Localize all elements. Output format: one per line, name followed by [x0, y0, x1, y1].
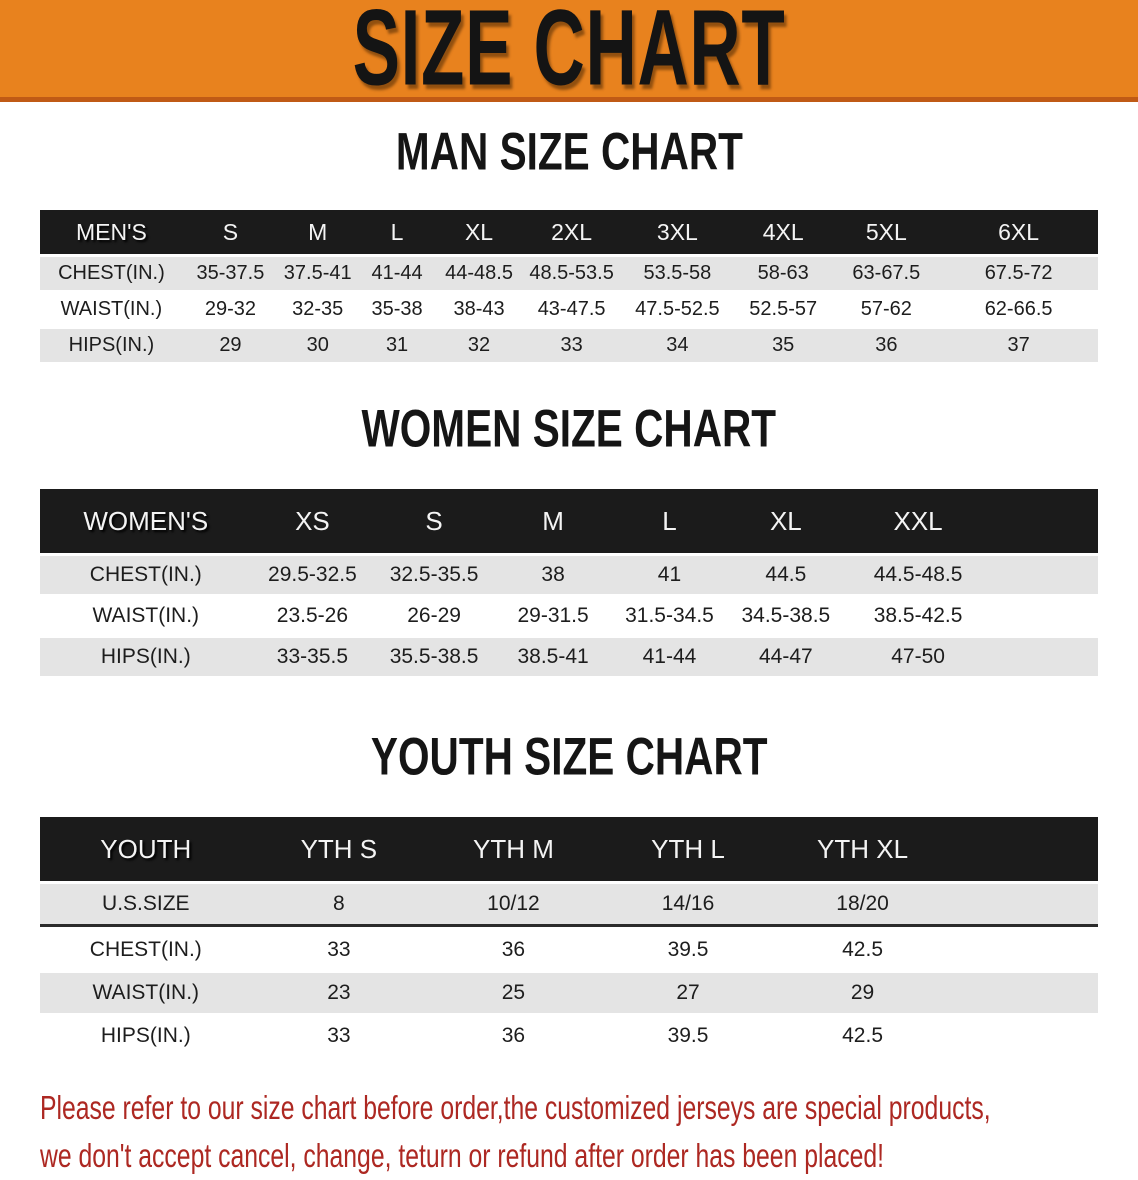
size-cell: 31 — [357, 329, 436, 362]
size-cell: 38.5-41 — [495, 638, 611, 676]
row-label: WAIST(IN.) — [40, 597, 252, 635]
size-cell: 29.5-32.5 — [252, 556, 374, 594]
size-cell: 44.5 — [728, 556, 844, 594]
size-cell: 35.5-38.5 — [373, 638, 495, 676]
size-cell: 43-47.5 — [521, 293, 622, 326]
youth-ussize-row — [40, 884, 1098, 927]
size-cell: 33 — [521, 329, 622, 362]
size-cell: 26-29 — [373, 597, 495, 635]
size-cell: 35-38 — [357, 293, 436, 326]
men-size-header: L — [357, 210, 436, 254]
men-header-row — [40, 210, 1098, 254]
size-cell: 62-66.5 — [939, 293, 1098, 326]
size-cell: 57-62 — [833, 293, 939, 326]
size-cell: 29 — [183, 329, 278, 362]
youth-corner-label: YOUTH — [40, 817, 252, 881]
row-label: CHEST(IN.) — [40, 930, 252, 970]
size-cell: 18/20 — [775, 884, 950, 927]
women-size-header: XS — [252, 489, 374, 553]
row-label: CHEST(IN.) — [40, 556, 252, 594]
size-cell: 10/12 — [426, 884, 601, 927]
women-chest-row — [40, 556, 1098, 594]
size-cell: 31.5-34.5 — [611, 597, 727, 635]
men-corner-label: MEN'S — [40, 210, 183, 254]
women-heading-text: WOMEN SIZE CHART — [361, 399, 777, 459]
women-hips-row — [40, 638, 1098, 676]
size-cell: 29 — [775, 973, 950, 1013]
size-cell: 47-50 — [844, 638, 992, 676]
youth-section-heading — [0, 727, 1138, 797]
women-waist-row — [40, 597, 1098, 635]
size-cell: 39.5 — [601, 930, 776, 970]
women-size-header: M — [495, 489, 611, 553]
men-size-header: 6XL — [939, 210, 1098, 254]
size-cell: 36 — [426, 930, 601, 970]
men-hips-row — [40, 329, 1098, 362]
youth-chest-row — [40, 930, 1098, 970]
row-label: HIPS(IN.) — [40, 1016, 252, 1056]
men-size-header: 5XL — [833, 210, 939, 254]
row-label: CHEST(IN.) — [40, 257, 183, 290]
size-cell: 33 — [252, 1016, 427, 1056]
size-cell: 32 — [437, 329, 522, 362]
size-cell: 23 — [252, 973, 427, 1013]
men-size-header: S — [183, 210, 278, 254]
size-cell: 35 — [733, 329, 834, 362]
size-cell: 25 — [426, 973, 601, 1013]
size-cell: 36 — [426, 1016, 601, 1056]
men-chest-row — [40, 257, 1098, 290]
men-heading-text: MAN SIZE CHART — [395, 122, 743, 182]
youth-header-row — [40, 817, 1098, 881]
women-size-header: S — [373, 489, 495, 553]
youth-size-header: YTH XL — [775, 817, 950, 881]
women-section-heading — [0, 399, 1138, 469]
row-label: HIPS(IN.) — [40, 638, 252, 676]
men-size-table — [40, 207, 1098, 365]
filler-cell — [992, 638, 1098, 676]
size-cell: 38 — [495, 556, 611, 594]
youth-section — [0, 727, 1138, 1059]
size-cell: 35-37.5 — [183, 257, 278, 290]
size-cell: 37 — [939, 329, 1098, 362]
filler-cell — [950, 973, 1098, 1013]
youth-size-table — [40, 814, 1098, 1059]
size-cell: 38-43 — [437, 293, 522, 326]
size-cell: 44-48.5 — [437, 257, 522, 290]
youth-size-header: YTH S — [252, 817, 427, 881]
size-cell: 37.5-41 — [278, 257, 357, 290]
size-cell: 8 — [252, 884, 427, 927]
size-cell: 58-63 — [733, 257, 834, 290]
size-cell: 42.5 — [775, 930, 950, 970]
row-label: U.S.SIZE — [40, 884, 252, 927]
filler-cell — [950, 930, 1098, 970]
size-cell: 34 — [622, 329, 733, 362]
size-cell: 36 — [833, 329, 939, 362]
header-filler — [950, 817, 1098, 881]
youth-size-header: YTH L — [601, 817, 776, 881]
men-size-header: 3XL — [622, 210, 733, 254]
women-size-table — [40, 486, 1098, 679]
size-cell: 41 — [611, 556, 727, 594]
filler-cell — [950, 1016, 1098, 1056]
women-section — [0, 399, 1138, 679]
size-cell: 53.5-58 — [622, 257, 733, 290]
filler-cell — [992, 556, 1098, 594]
size-cell: 27 — [601, 973, 776, 1013]
youth-hips-row — [40, 1016, 1098, 1056]
women-corner-label: WOMEN'S — [40, 489, 252, 553]
size-cell: 44.5-48.5 — [844, 556, 992, 594]
size-cell: 38.5-42.5 — [844, 597, 992, 635]
size-cell: 48.5-53.5 — [521, 257, 622, 290]
size-cell: 32.5-35.5 — [373, 556, 495, 594]
men-size-header: XL — [437, 210, 522, 254]
size-cell: 52.5-57 — [733, 293, 834, 326]
row-label: WAIST(IN.) — [40, 293, 183, 326]
men-waist-row — [40, 293, 1098, 326]
women-size-header: XXL — [844, 489, 992, 553]
size-cell: 39.5 — [601, 1016, 776, 1056]
men-section-heading — [0, 122, 1138, 192]
banner-title: SIZE CHART — [352, 0, 786, 109]
size-cell: 29-31.5 — [495, 597, 611, 635]
size-cell: 63-67.5 — [833, 257, 939, 290]
youth-heading-text: YOUTH SIZE CHART — [370, 727, 768, 787]
size-cell: 41-44 — [357, 257, 436, 290]
disclaimer-line-1: Please refer to our size chart before order,the customized jerseys are special products, — [40, 1089, 991, 1126]
youth-waist-row — [40, 973, 1098, 1013]
size-cell: 32-35 — [278, 293, 357, 326]
filler-cell — [950, 884, 1098, 927]
size-cell: 29-32 — [183, 293, 278, 326]
size-cell: 42.5 — [775, 1016, 950, 1056]
size-cell: 33 — [252, 930, 427, 970]
men-size-header: 2XL — [521, 210, 622, 254]
size-cell: 47.5-52.5 — [622, 293, 733, 326]
size-chart-banner — [0, 0, 1138, 109]
men-size-header: 4XL — [733, 210, 834, 254]
filler-cell — [992, 597, 1098, 635]
size-cell: 44-47 — [728, 638, 844, 676]
women-size-header: L — [611, 489, 727, 553]
disclaimer-line-2: we don't accept cancel, change, teturn or refund after order has been placed! — [40, 1137, 885, 1174]
women-header-row — [40, 489, 1098, 553]
size-cell: 41-44 — [611, 638, 727, 676]
women-size-header: XL — [728, 489, 844, 553]
size-cell: 14/16 — [601, 884, 776, 927]
size-cell: 33-35.5 — [252, 638, 374, 676]
men-section — [0, 122, 1138, 365]
youth-size-header: YTH M — [426, 817, 601, 881]
size-cell: 23.5-26 — [252, 597, 374, 635]
size-cell: 34.5-38.5 — [728, 597, 844, 635]
disclaimer — [40, 1084, 1138, 1180]
size-cell: 67.5-72 — [939, 257, 1098, 290]
header-filler — [992, 489, 1098, 553]
men-size-header: M — [278, 210, 357, 254]
row-label: WAIST(IN.) — [40, 973, 252, 1013]
row-label: HIPS(IN.) — [40, 329, 183, 362]
size-cell: 30 — [278, 329, 357, 362]
